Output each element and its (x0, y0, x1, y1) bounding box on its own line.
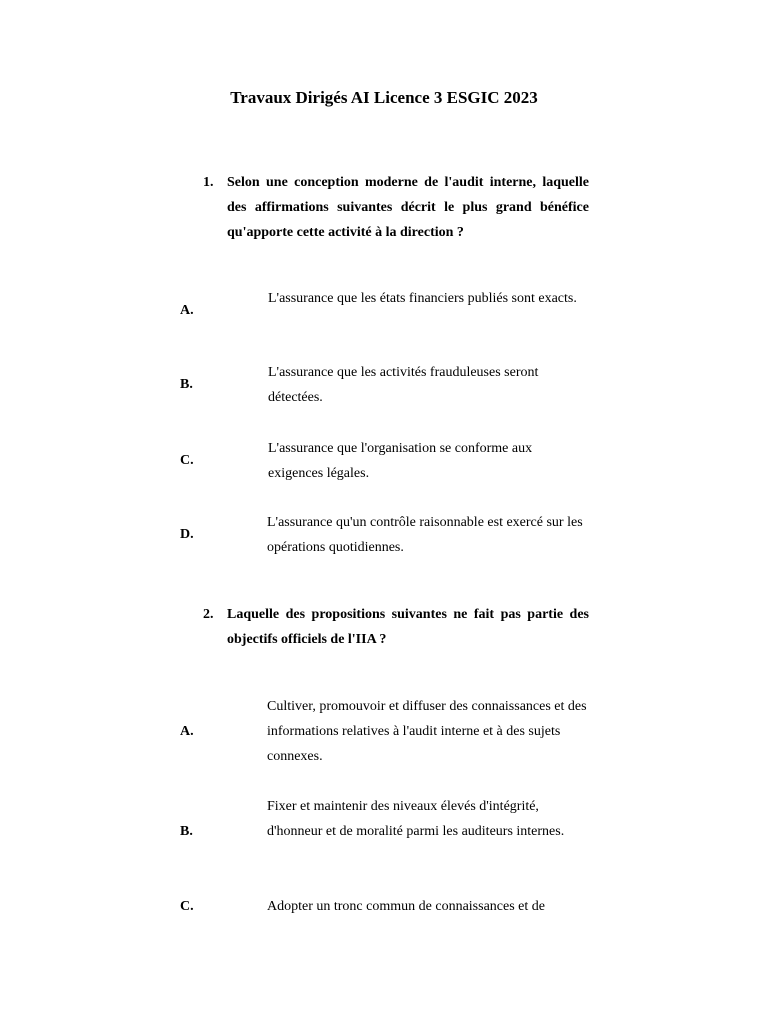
option-letter: C. (180, 453, 194, 468)
question-number: 2. (203, 607, 214, 622)
option-letter: A. (180, 303, 194, 318)
option-text: Adopter un tronc commun de connaissances et de (267, 899, 545, 914)
document-title: Travaux Dirigés AI Licence 3 ESGIC 2023 (230, 88, 538, 107)
question-number: 1. (203, 175, 214, 190)
option-text: Cultiver, promouvoir et diffuser des connaissances et des informations relatives à l'audit interne et à des sujets connexes. (267, 699, 587, 764)
question-1 (203, 170, 589, 245)
question-text: Laquelle des propositions suivantes ne fait pas partie des objectifs officiels de l'IIA ? (227, 607, 589, 647)
option-letter: B. (180, 824, 193, 839)
option-text: L'assurance que les activités frauduleuses seront détectées. (268, 365, 539, 405)
question-2 (203, 602, 589, 652)
option-letter: B. (180, 377, 193, 392)
question-text: Selon une conception moderne de l'audit interne, laquelle des affirmations suivantes décrit le plus grand bénéfice qu'apporte cette activité à la direction ? (227, 175, 589, 240)
option-letter: A. (180, 724, 194, 739)
option-text: Fixer et maintenir des niveaux élevés d'intégrité, d'honneur et de moralité parmi les auditeurs internes. (267, 799, 565, 839)
option-letter: C. (180, 899, 194, 914)
option-text: L'assurance que les états financiers publiés sont exacts. (268, 291, 577, 306)
option-letter: D. (180, 527, 194, 542)
option-text: L'assurance qu'un contrôle raisonnable est exercé sur les opérations quotidiennes. (267, 515, 583, 555)
option-text: L'assurance que l'organisation se conforme aux exigences légales. (268, 441, 533, 481)
